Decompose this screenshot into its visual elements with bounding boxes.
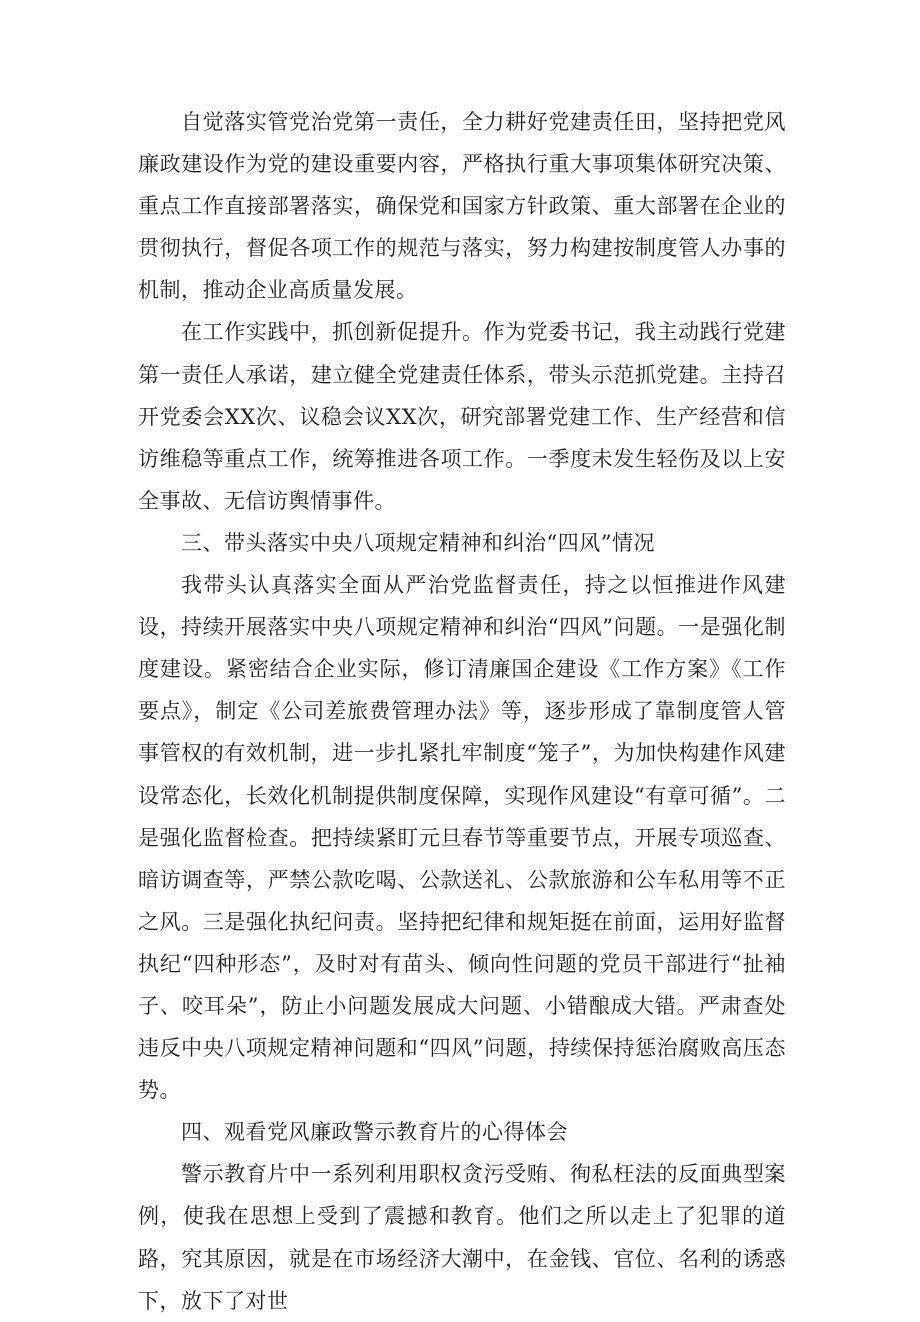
- paragraph-warning-education: 警示教育片中一系列利用职权贪污受贿、徇私枉法的反面典型案例，使我在思想上受到了震撼和教育。他们之所以走上了犯罪的道路，究其原因，就是在市场经济大潮中，在金钱、官位、名利的诱惑下，放下了对世: [138, 1162, 786, 1313]
- paragraph-work-practice: 在工作实践中，抓创新促提升。作为党委书记，我主动践行党建第一责任人承诺，建立健全党建责任体系，带头示范抓党建。主持召开党委会XX次、议稳会议XX次，研究部署党建工作、生产经营和信访维稳等重点工作，统筹推进各项工作。一季度未发生轻伤及以上安全事故、无信访舆情事件。: [138, 320, 786, 513]
- document-body: [138, 101, 786, 1322]
- section-heading-four: 四、观看党风廉政警示教育片的心得体会: [181, 1120, 568, 1145]
- paragraph-party-responsibility: 自觉落实管党治党第一责任，全力耕好党建责任田，坚持把党风廉政建设作为党的建设重要内容，严格执行重大事项集体研究决策、重点工作直接部署落实，确保党和国家方针政策、重大部署在企业的贯彻执行，督促各项工作的规范与落实，努力构建按制度管人办事的机制，推动企业高质量发展。: [138, 110, 786, 303]
- section-heading-three: 三、带头落实中央八项规定精神和纠治“四风”情况: [181, 530, 655, 555]
- paragraph-style-building: 我带头认真落实全面从严治党监督责任，持之以恒推进作风建设，持续开展落实中央八项规定精神和纠治“四风”问题。一是强化制度建设。紧密结合企业实际，修订清廉国企建设《工作方案》《工作要点》，制定《公司差旅费管理办法》等，逐步形成了靠制度管人管事管权的有效机制，进一步扎紧扎牢制度“笼子”，为加快构建作风建设常态化，长效化机制提供制度保障，实现作风建设“有章可循”。二是强化监督检查。把持续紧盯元旦春节等重要节点，开展专项巡查、暗访调查等，严禁公款吃喝、公款送礼、公款旅游和公车私用等不正之风。三是强化执纪问责。坚持把纪律和规矩挺在前面，运用好监督执纪“四种形态”，及时对有苗头、倾向性问题的党员干部进行“扯袖子、咬耳朵”，防止小问题发展成大问题、小错酿成大错。严肃查处违反中央八项规定精神问题和“四风”问题，持续保持惩治腐败高压态势。: [138, 573, 786, 1103]
